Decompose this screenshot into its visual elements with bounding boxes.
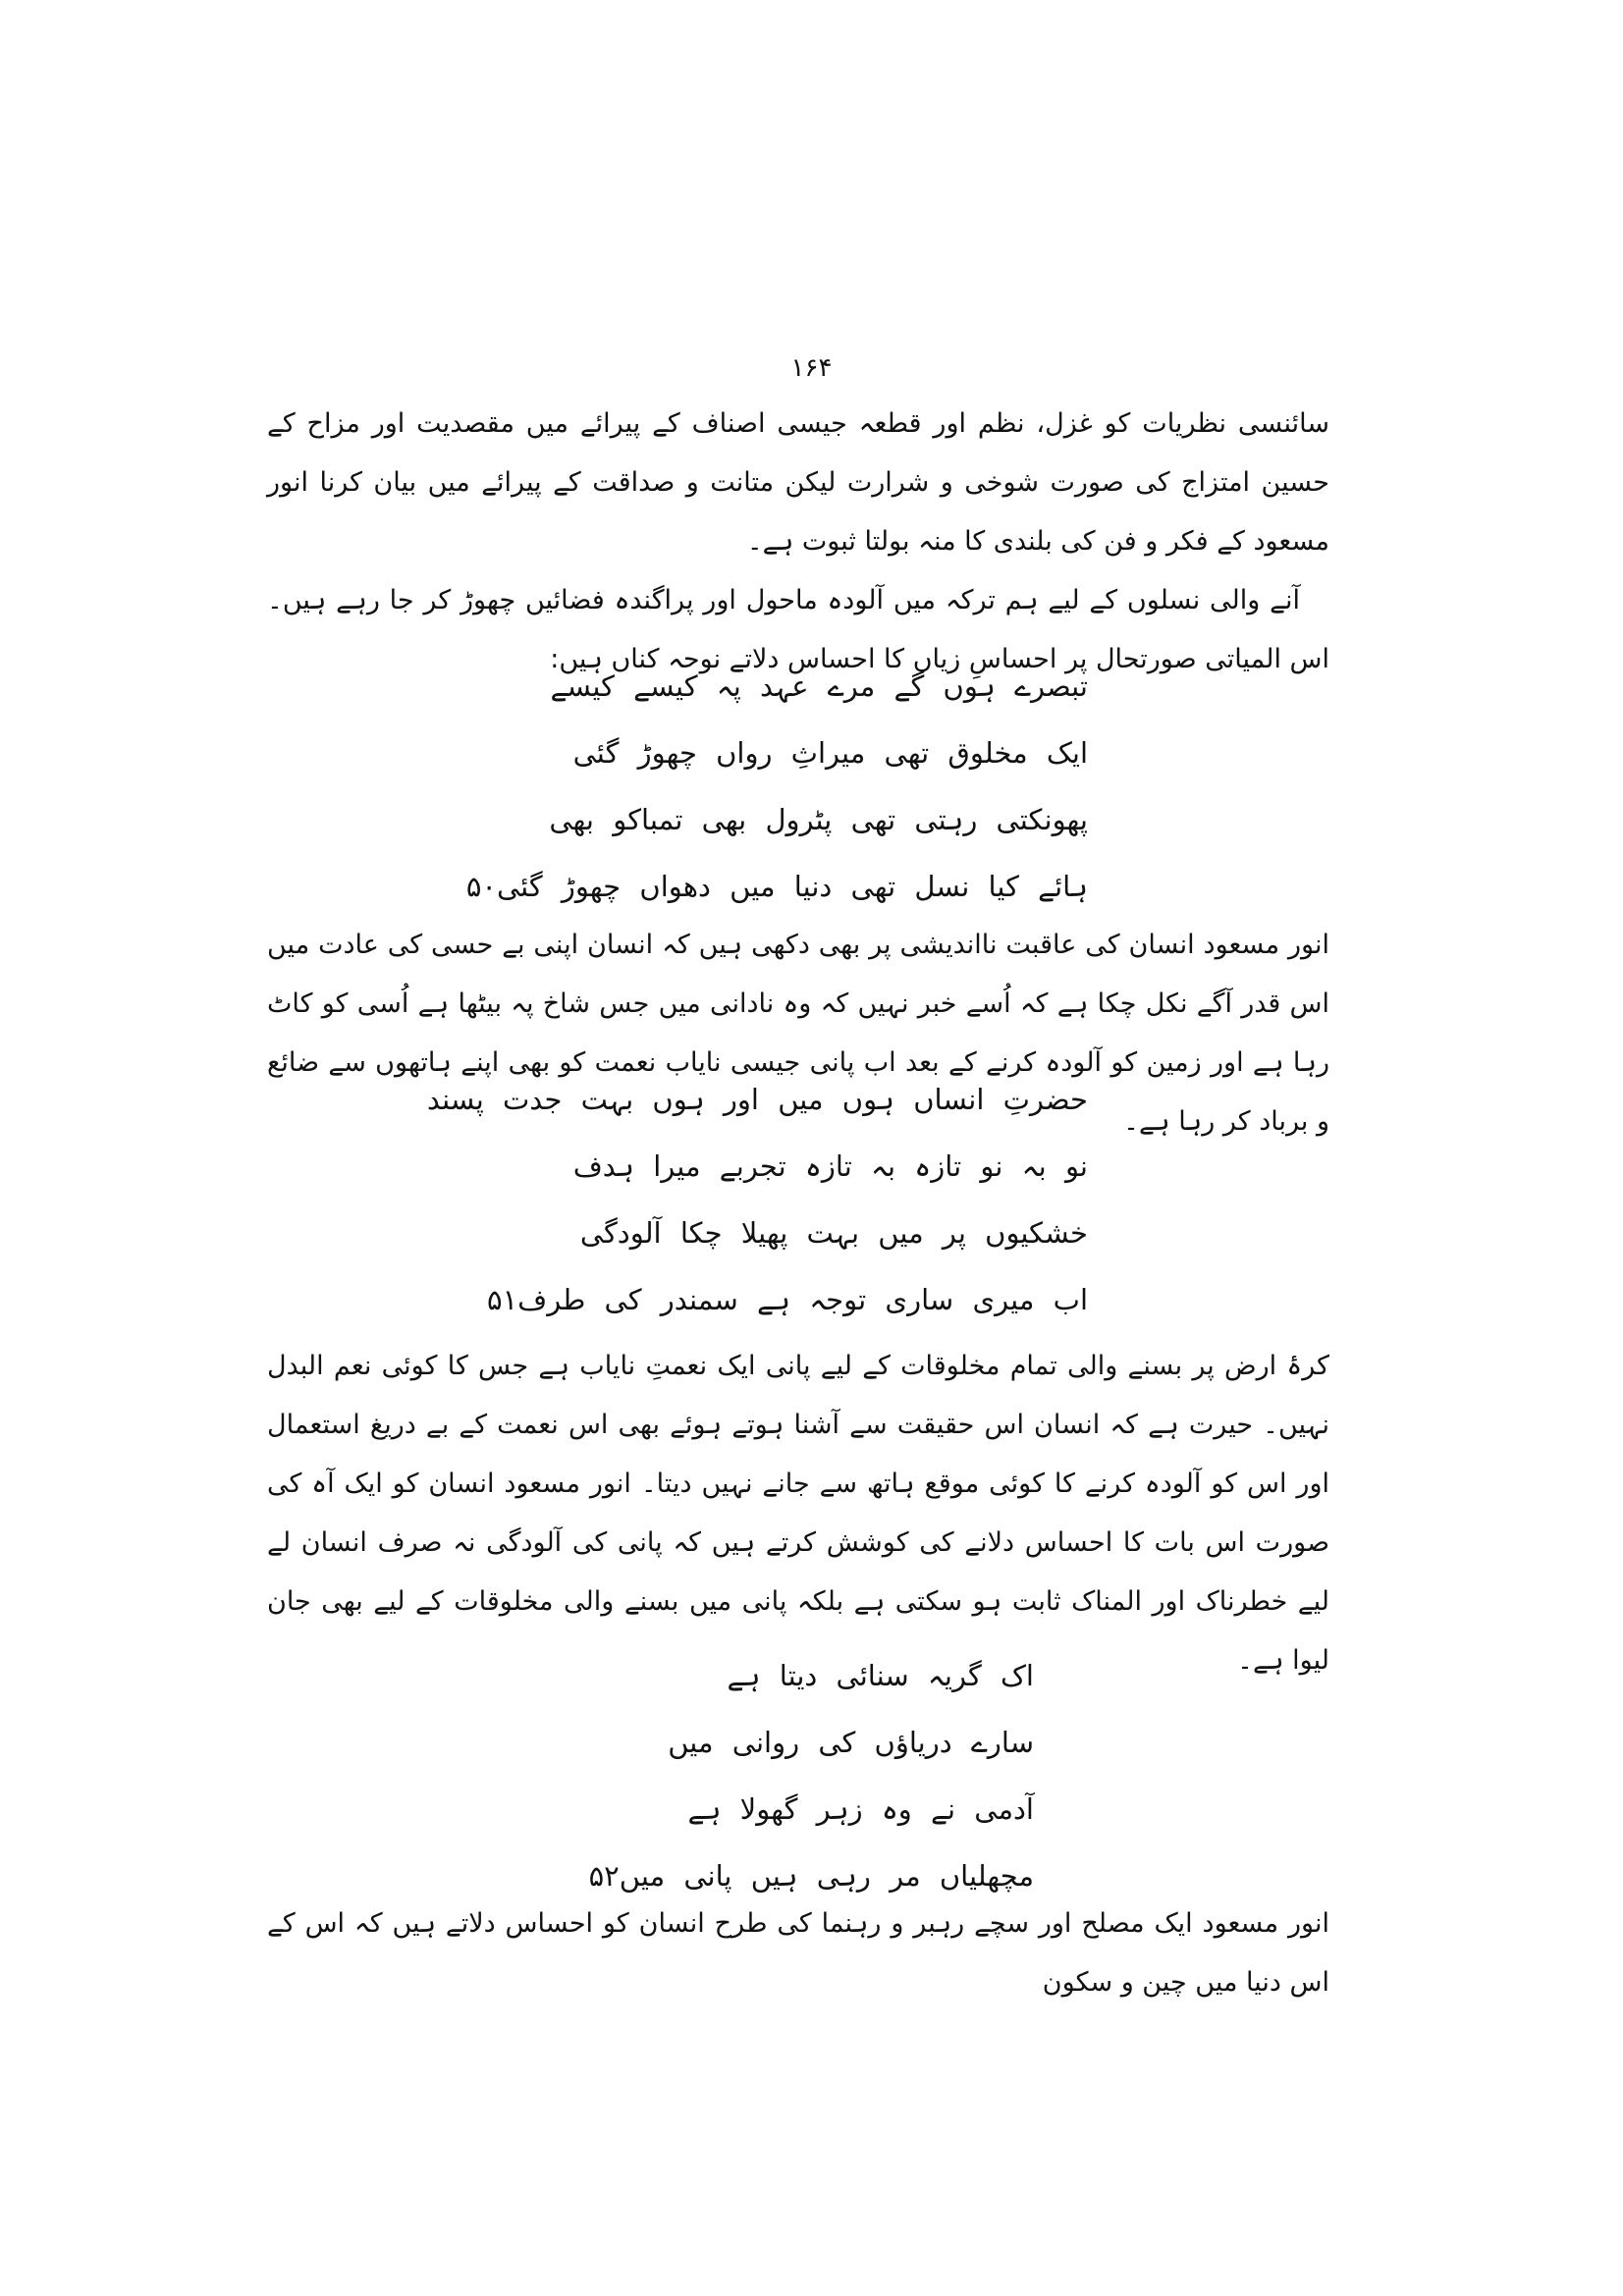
prose-block-intro	[267, 395, 1329, 689]
verse-line: اب میری ساری توجہ ہے سمندر کی طرف۵۱	[487, 1283, 1088, 1316]
verse-line: آدمی نے وہ زہر گھولا ہے	[687, 1792, 1034, 1826]
verse-stanza-2	[426, 1066, 1088, 1333]
verse-line: تبصرے ہوں گے مرے عہد پہ کیسے کیسے	[550, 669, 1088, 703]
verse-line: ہائے کیا نسل تھی دنیا میں دھواں چھوڑ گئی۵۰	[465, 870, 1088, 903]
verse-line: مچھلیاں مر رہی ہیں پانی میں۵۲	[588, 1859, 1034, 1893]
prose-block-4	[267, 1895, 1329, 2012]
verse-stanza-1	[465, 653, 1088, 920]
paragraph: آنے والی نسلوں کے لیے ہم ترکہ میں آلودہ ماحول اور پراگندہ فضائیں چھوڑ کر جا رہے ہیں۔ اس المیاتی صورتحال پر احساسِ زیاں کا احساس دلاتے نوحہ کناں ہیں:	[267, 585, 1329, 674]
page-number: ۱۶۴	[790, 353, 833, 383]
verse-line: اک گریہ سنائی دیتا ہے	[727, 1659, 1034, 1692]
verse-line: ایک مخلوق تھی میراثِ رواں چھوڑ گئی	[572, 736, 1088, 770]
paragraph: سائنسی نظریات کو غزل، نظم اور قطعہ جیسی اصناف کے پیرائے میں مقصدیت اور مزاح کے حسین امتزاج کی صورت شوخی و شرارت لیکن متانت و صداقت کے پیرائے میں بیان کرنا انور مسعود کے فکر و فن کی بلندی کا منہ بولتا ثبوت ہے۔	[267, 408, 1329, 557]
verse-line: خشکیوں پر میں بہت پھیلا چکا آلودگی	[579, 1216, 1088, 1250]
verse-line: حضرتِ انساں ہوں میں اور ہوں بہت جدت پسند	[426, 1083, 1088, 1116]
verse-line: سارے دریاؤں کی روانی میں	[668, 1726, 1034, 1759]
paragraph: انور مسعود ایک مصلح اور سچے رہبر و رہنما کی طرح انسان کو احساس دلاتے ہیں کہ اس کے اس دنیا میں چین و سکون	[267, 1908, 1329, 1998]
paragraph: کرۂ ارض پر بسنے والی تمام مخلوقات کے لیے پانی ایک نعمتِ نایاب ہے جس کا کوئی نعم البدل نہیں۔ حیرت ہے کہ انسان اس حقیقت سے آشنا ہوتے ہوئے بھی اس نعمت کے بے دریغ استعمال اور اس کو آلودہ کرنے کا کوئی موقع ہاتھ سے جانے نہیں دیتا۔ انور مسعود انسان کو ایک آہ کی صورت اس بات کا احساس دلانے کی کوشش کرتے ہیں کہ پانی کی آلودگی نہ صرف انسان لے لیے خطرناک اور المناک ثابت ہو سکتی ہے بلکہ پانی میں بسنے والی مخلوقات کے لیے بھی جان لیوا ہے۔	[267, 1351, 1329, 1676]
verse-line: نو بہ نو تازہ بہ تازہ تجربے میرا ہدف	[572, 1149, 1088, 1183]
paragraph: انور مسعود انسان کی عاقبت نااندیشی پر بھی دکھی ہیں کہ انسان اپنی بے حسی کی عادت میں اس قدر آگے نکل چکا ہے کہ اُسے خبر نہیں کہ وہ نادانی میں جس شاخ پہ بیٹھا ہے اُسی کو کاٹ رہا ہے اور زمین کو آلودہ کرنے کے بعد اب پانی جیسی نایاب نعمت کو بھی اپنے ہاتھوں سے ضائع و برباد کر رہا ہے۔	[267, 930, 1329, 1137]
verse-line: پھونکتی رہتی تھی پٹرول بھی تمباکو بھی	[549, 803, 1088, 836]
prose-block-3	[267, 1337, 1329, 1690]
verse-stanza-3	[484, 1642, 1034, 1909]
